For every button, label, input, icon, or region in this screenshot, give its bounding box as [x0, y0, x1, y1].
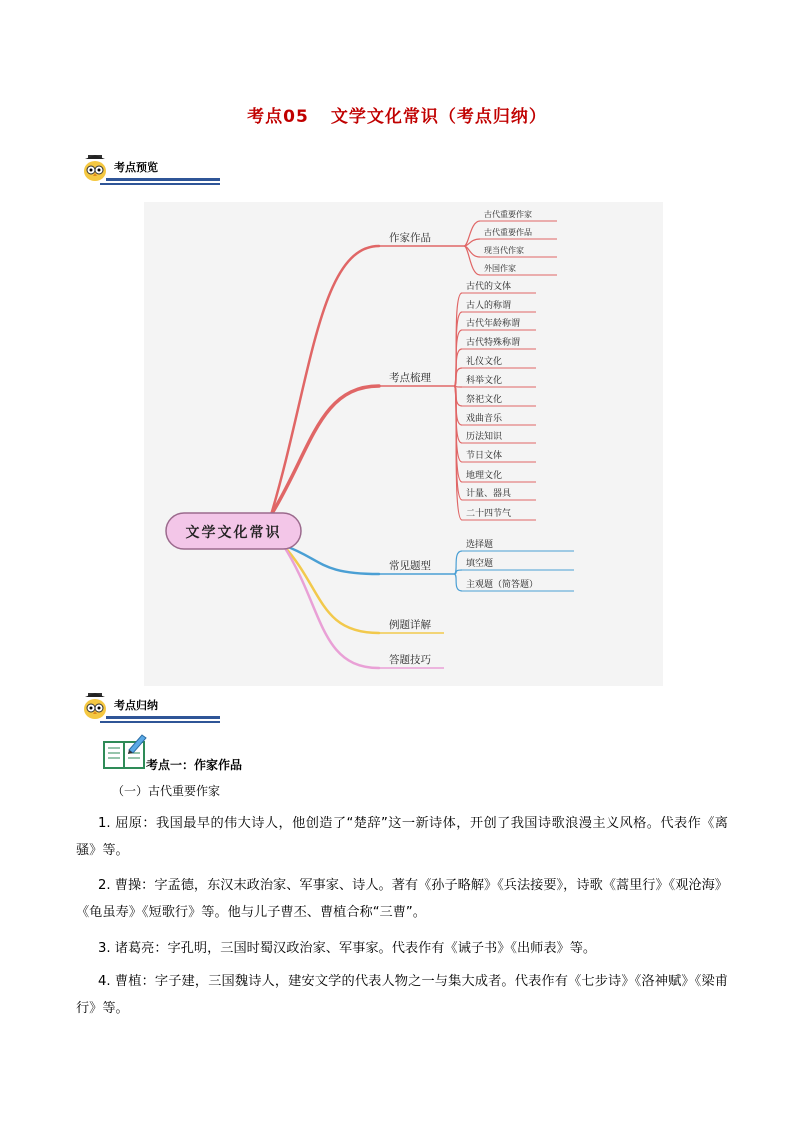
subsection-title: （一）古代重要作家	[112, 784, 221, 798]
child-label: 外国作家	[484, 264, 516, 273]
child-label: 选择题	[466, 540, 494, 550]
child-label: 地理文化	[466, 471, 503, 481]
child-label: 主观题（简答题）	[466, 580, 539, 590]
branch-connector	[271, 246, 379, 515]
branch-label: 考点梳理	[389, 372, 431, 384]
child-label: 古代特殊称谓	[466, 338, 521, 348]
child-connector	[454, 574, 462, 591]
child-label: 礼仪文化	[466, 357, 503, 367]
branch-label: 答题技巧	[389, 654, 431, 666]
mind-map-svg	[144, 202, 663, 686]
kaodian-heading	[102, 732, 402, 772]
child-label: 现当代作家	[484, 246, 524, 255]
child-label: 古代的文体	[466, 282, 512, 292]
root-label: 文学文化常识	[185, 525, 282, 541]
child-label: 祭祀文化	[466, 395, 503, 405]
section-label: 考点归纳	[114, 699, 158, 712]
child-label: 古代重要作品	[484, 228, 532, 237]
paragraph: 4. 曹植：字子建，三国魏诗人，建安文学的代表人物之一与集大成者。代表作有《七步诗》《洛神赋》《梁甫行》等。	[76, 974, 728, 1016]
branch-label: 例题详解	[389, 619, 431, 631]
child-connector	[464, 246, 480, 257]
child-label: 古代重要作家	[484, 210, 532, 219]
child-label: 节日文体	[466, 451, 503, 461]
title-prefix: 考点05	[247, 107, 309, 127]
branch-label: 作家作品	[389, 232, 431, 244]
mind-map	[144, 202, 663, 686]
child-label: 古代年龄称谓	[466, 319, 521, 329]
child-label: 古人的称谓	[466, 301, 512, 311]
child-connector	[454, 293, 462, 386]
section-header-summary	[76, 690, 220, 726]
child-label: 计量、器具	[466, 489, 512, 499]
book-pen-icon	[102, 732, 148, 770]
section-header-preview	[76, 152, 220, 188]
owl-mascot-icon	[82, 154, 108, 182]
paragraph: 3. 诸葛亮：字孔明，三国时蜀汉政治家、军事家。代表作有《诫子书》《出师表》等。	[98, 941, 597, 956]
paragraph: 2. 曹操：字孟德，东汉末政治家、军事家、诗人。著有《孙子略解》《兵法接要》，诗歌《蒿里行》《观沧海》《龟虽寿》《短歌行》等。他与儿子曹丕、曹植合称“三曹”。	[76, 878, 728, 920]
page-title	[0, 102, 794, 127]
child-connector	[464, 221, 480, 246]
owl-mascot-icon	[82, 692, 108, 720]
child-label: 科举文化	[466, 376, 503, 386]
child-label: 二十四节气	[466, 509, 512, 519]
child-label: 填空题	[466, 559, 494, 569]
section-label: 考点预览	[114, 161, 158, 174]
title-main: 文学文化常识（考点归纳）	[330, 107, 547, 127]
kaodian-label: 考点一：作家作品	[146, 758, 243, 772]
child-label: 戏曲音乐	[466, 414, 503, 424]
paragraph: 1. 屈原：我国最早的伟大诗人，他创造了“楚辞”这一新诗体，开创了我国诗歌浪漫主义风格。代表作《离骚》等。	[76, 816, 728, 858]
branch-connector	[283, 545, 379, 633]
branch-label: 常见题型	[389, 560, 431, 572]
child-label: 历法知识	[466, 432, 503, 442]
child-connector	[464, 246, 480, 275]
